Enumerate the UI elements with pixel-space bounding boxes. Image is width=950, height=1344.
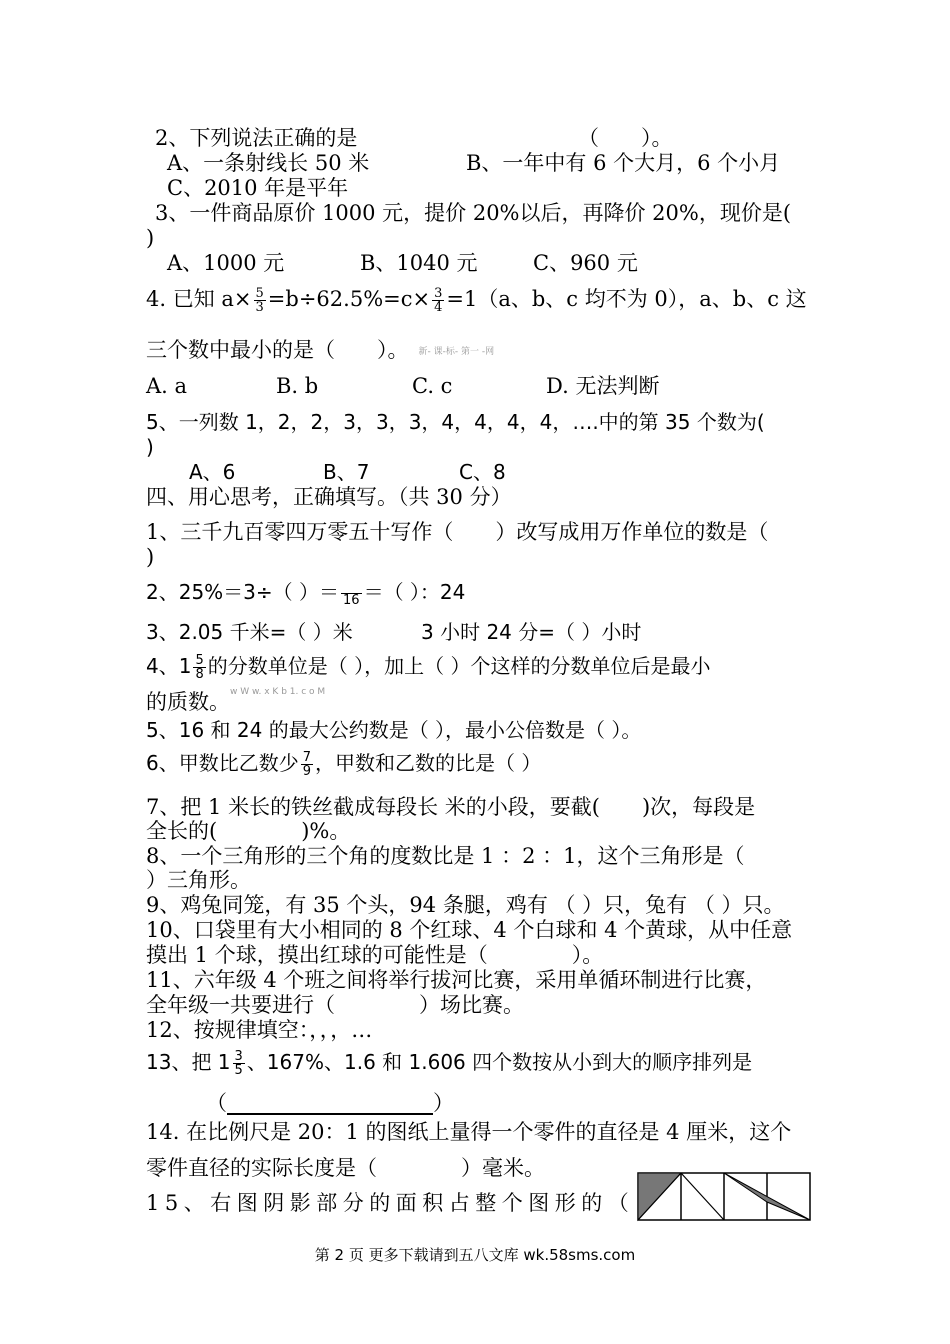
q3-5-end: ) <box>146 435 154 459</box>
q4-3-part-a: 3、2.05 千米=（ ）米 <box>146 620 353 644</box>
q3-3-option-c: C、960 元 <box>533 251 638 275</box>
q4-9-text: 9、鸡兔同笼，有 35 个头，94 条腿，鸡有 （ ）只，兔有 （ ）只。 <box>146 893 785 917</box>
q3-4-option-d: D. 无法判断 <box>546 374 660 398</box>
q3-4-option-a: A. a <box>146 374 188 398</box>
q4-11-line2: 全年级一共要进行（ ）场比赛。 <box>146 993 524 1017</box>
q3-5-text: 5、一列数 1，2，2，3，3，3，4，4，4，4，….中的第 35 个数为( <box>146 410 765 434</box>
fraction-7-9: $\frac{7}{9}$ <box>302 750 312 779</box>
q3-4-option-c: C. c <box>412 374 453 398</box>
q3-3-end: ) <box>146 226 155 250</box>
q4-5-text: 5、16 和 24 的最大公约数是（ ），最小公倍数是（ ）。 <box>146 718 642 742</box>
fraction-5-8: $\frac{5}{8}$ <box>195 653 204 682</box>
q4-3-part-b: 3 小时 24 分=（ ）小时 <box>421 620 642 644</box>
q3-2-option-a: A、一条射线长 50 米 <box>167 151 370 175</box>
q3-2-paren: （ ）。 <box>578 126 673 150</box>
q3-4-line2: 三个数中最小的是（ ）。 新- 课-标- 第一 -网 <box>146 338 495 362</box>
q4-13-answer-line: （ ） <box>206 1091 454 1115</box>
q4-8-line2: ）三角形。 <box>146 868 251 892</box>
q3-2-option-c: C、2010 年是平年 <box>167 176 349 200</box>
q3-4-line1 <box>146 287 807 314</box>
q4-11-text: 11、六年级 4 个班之间将举行拔河比赛，采用单循环制进行比赛， <box>146 968 767 992</box>
q4-1-text: 1、三千九百零四万零五十写作（ ）改写成用万作单位的数是（ <box>146 520 769 544</box>
q3-2-option-b: B、一年中有 6 个大月，6 个小月 <box>466 151 781 175</box>
q4-10-line2: 摸出 1 个球，摸出红球的可能性是（ ）。 <box>146 943 604 967</box>
q3-2-text: 2、下列说法正确的是 <box>155 126 358 150</box>
watermark-url: w W w. x K b 1. c o M <box>230 686 326 697</box>
q3-5-option-b: B、7 <box>323 460 370 484</box>
section-4-heading: 四、用心思考，正确填写。（共 30 分） <box>146 485 512 509</box>
q3-4-part1: 4. 已知 a× <box>146 287 252 311</box>
q4-14-text: 14. 在比例尺是 20：1 的图纸上量得一个零件的直径是 4 厘米，这个 <box>146 1120 792 1144</box>
fraction-blank-16: 16 <box>341 581 362 607</box>
fraction-5-3: $\frac{5}{3}$ <box>255 286 264 315</box>
q4-7-line2: 全长的( )%。 <box>146 819 351 843</box>
fraction-3-4: $\frac{3}{4}$ <box>434 286 443 315</box>
q4-1-end: ) <box>146 545 155 569</box>
answer-underline <box>227 1095 433 1115</box>
q3-4-part3: =1（a、b、c 均不为 0），a、b、c 这 <box>446 287 807 311</box>
q4-14-line2: 零件直径的实际长度是（ ）毫米。 <box>146 1156 545 1180</box>
q4-10-text: 10、口袋里有大小相同的 8 个红球、4 个白球和 4 个黄球，从中任意 <box>146 918 793 942</box>
q4-2-line: 2、25%＝3÷（ ）＝ 16 ＝（ ）：24 <box>146 580 466 608</box>
shaded-area-figure <box>637 1172 812 1222</box>
q4-4-line2: 的质数。$^{w W w. x K b 1. c o M}$ <box>146 686 326 714</box>
q3-4-part2: =b÷62.5%=c× <box>267 287 431 311</box>
q3-3-option-b: B、1040 元 <box>360 251 478 275</box>
q4-6-line: 6、甲数比乙数少 $\frac{7}{9}$ ，甲数和乙数的比是（ ） <box>146 750 542 779</box>
page-footer: 第 2 页 更多下载请到五八文库 wk.58sms.com <box>314 1246 636 1264</box>
q3-5-option-a: A、6 <box>189 460 236 484</box>
q3-3-option-a: A、1000 元 <box>167 251 285 275</box>
fraction-3-5: $\frac{3}{5}$ <box>234 1049 243 1078</box>
watermark-text: 新- 课-标- 第一 -网 <box>418 346 495 357</box>
q4-8-text: 8、一个三角形的三个角的度数比是 1 ：2 ：1，这个三角形是（ <box>146 844 745 868</box>
q4-15-text: 15、右图阴影部分的面积占整个图形的（ <box>146 1191 635 1215</box>
q3-5-option-c: C、8 <box>459 460 506 484</box>
q4-12-text: 12、按规律填空：，，，… <box>146 1018 373 1042</box>
q4-7-text: 7、把 1 米长的铁丝截成每段长 米的小段，要截( )次，每段是 <box>146 795 756 819</box>
q4-4-line1: 4、1 $\frac{5}{8}$ 的分数单位是（ ），加上（ ）个这样的分数单位后是最小 <box>146 653 711 682</box>
q3-4-option-b: B. b <box>276 374 319 398</box>
q3-3-text: 3、一件商品原价 1000 元，提价 20%以后，再降价 20%，现价是( <box>155 201 792 225</box>
q4-13-line1: 13、把 1 $\frac{3}{5}$ 、167%、1.6 和 1.606 四个数按从小到大的顺序排列是 <box>146 1049 753 1078</box>
